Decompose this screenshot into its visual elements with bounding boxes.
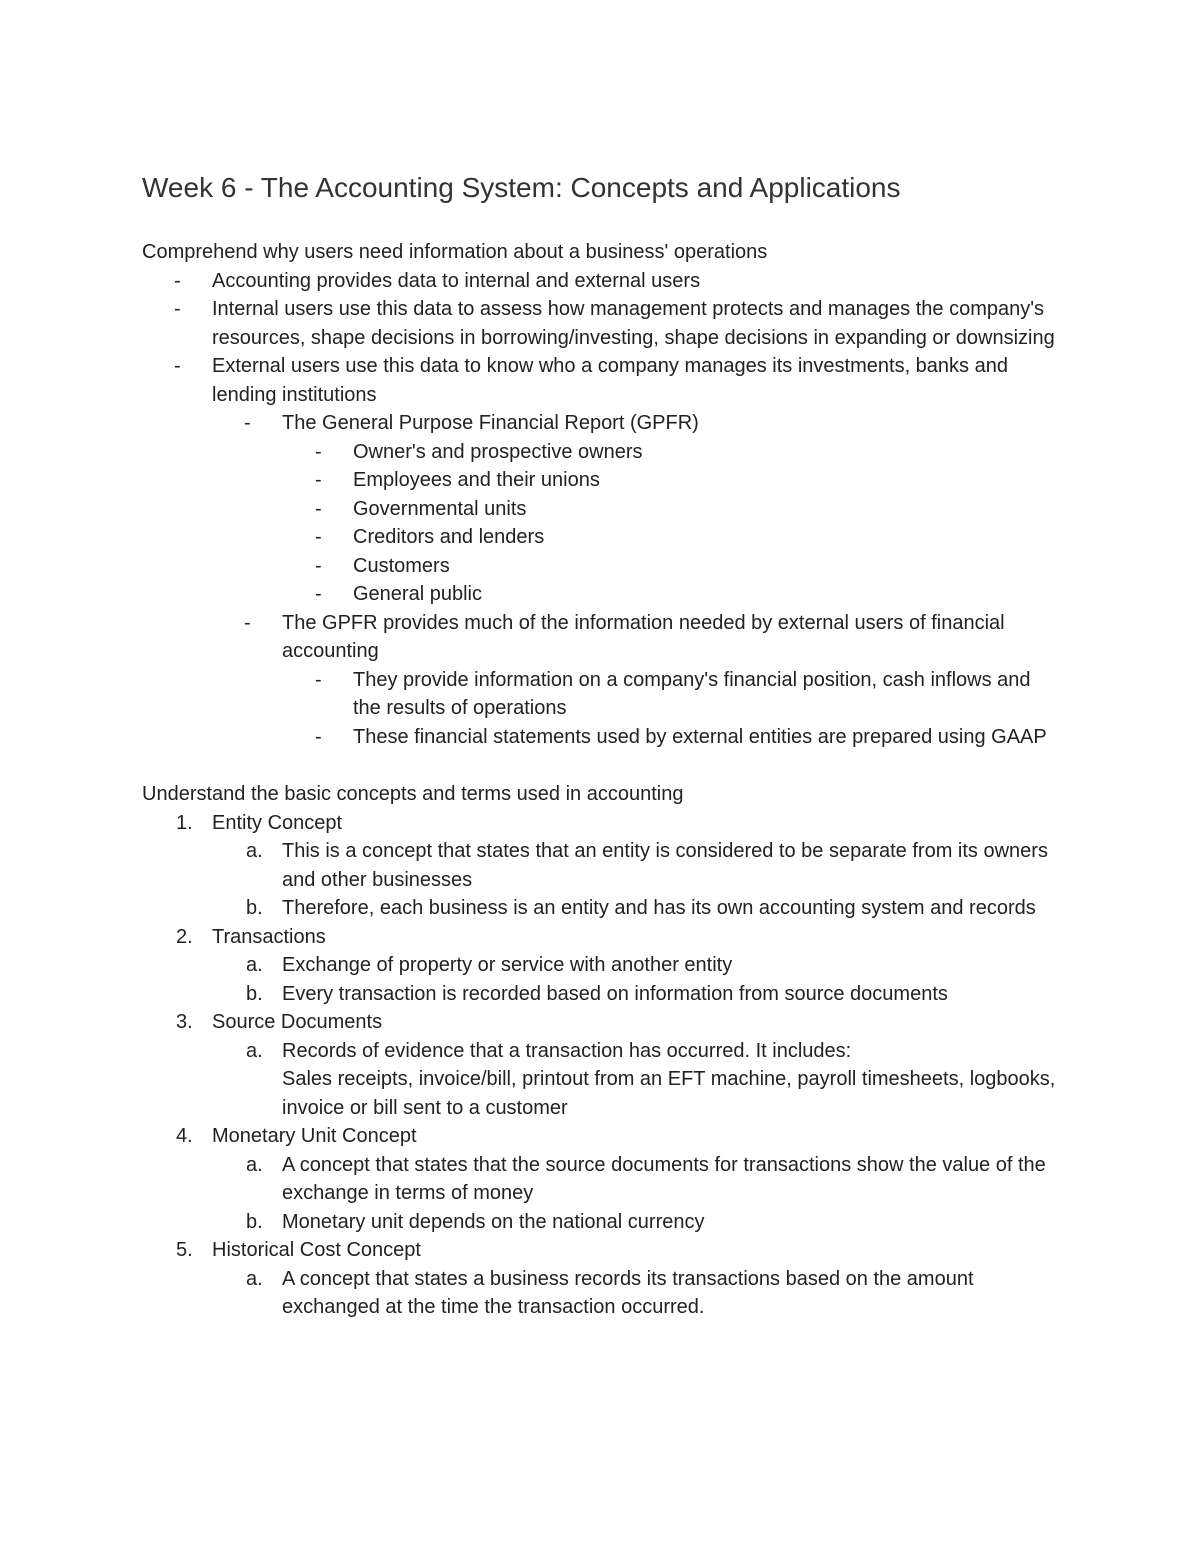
concept-name: Entity Concept [212, 811, 343, 834]
dash-marker: - [315, 526, 322, 548]
dash-marker: - [315, 554, 322, 577]
list-item [142, 267, 1062, 296]
list-item-gpfr-info [142, 609, 1062, 666]
dash-marker: - [244, 611, 251, 634]
list-item [142, 666, 1062, 723]
concept-item [142, 1122, 1062, 1151]
list-item [142, 552, 1062, 581]
concept-point-text: This is a concept that states that an entity is considered to be separate from its owners and other businesses [282, 840, 1048, 891]
concept-point [142, 951, 1062, 980]
number-marker: 2. [176, 925, 193, 948]
list-item-text: They provide information on a company's financial position, cash inflows and the results of operations [353, 668, 1031, 719]
concept-item [142, 923, 1062, 952]
document-page [142, 168, 1062, 1322]
dash-marker: - [315, 497, 322, 520]
concept-point [142, 1151, 1062, 1208]
number-marker: 5. [176, 1239, 193, 1261]
concept-point [142, 980, 1062, 1009]
list-item-text: The GPFR provides much of the information needed by external users of financial accounting [282, 611, 1005, 662]
concept-point-text: Records of evidence that a transaction has occurred. It includes: [282, 1039, 852, 1062]
list-item [142, 495, 1062, 524]
letter-marker: a. [246, 1267, 263, 1290]
concept-point-text: Every transaction is recorded based on information from source documents [282, 982, 948, 1005]
letter-marker: a. [246, 1039, 263, 1062]
dash-marker: - [315, 725, 322, 748]
concept-point [142, 1208, 1062, 1237]
dash-marker: - [244, 412, 251, 434]
concept-name: Source Documents [212, 1011, 383, 1033]
number-marker: 3. [176, 1011, 193, 1033]
letter-marker: a. [246, 840, 263, 862]
concept-point-text: Therefore, each business is an entity and has its own accounting system and records [282, 897, 1036, 919]
concept-item [142, 809, 1062, 838]
list-item-text: Creditors and lenders [353, 526, 545, 548]
list-item-text: Owner's and prospective owners [353, 440, 643, 463]
list-item [142, 438, 1062, 467]
list-item [142, 523, 1062, 552]
list-item [142, 580, 1062, 609]
dash-marker: - [315, 583, 322, 605]
concept-name: Transactions [212, 925, 326, 948]
list-item [142, 723, 1062, 752]
letter-marker: a. [246, 954, 263, 976]
list-item [142, 295, 1062, 352]
section-heading-users: Comprehend why users need information about a business' operations [142, 241, 768, 263]
concepts-list [142, 809, 1062, 1322]
concept-point-text: Exchange of property or service with another entity [282, 954, 733, 976]
dash-marker: - [315, 668, 322, 691]
concept-name: Historical Cost Concept [212, 1239, 421, 1261]
list-item-text: The General Purpose Financial Report (GPFR) [282, 412, 699, 434]
list-item-text: Accounting provides data to internal and external users [212, 269, 701, 292]
concept-point [142, 894, 1062, 923]
concept-name: Monetary Unit Concept [212, 1125, 417, 1147]
list-item-text: Employees and their unions [353, 469, 600, 491]
list-item-text: General public [353, 583, 482, 605]
section-heading-concepts: Understand the basic concepts and terms used in accounting [142, 783, 684, 805]
concept-item [142, 1008, 1062, 1037]
concept-point [142, 1265, 1062, 1322]
concept-point-text: A concept that states a business records its transactions based on the amount exchanged at the time the transaction occurred. [282, 1267, 974, 1318]
concept-item [142, 1236, 1062, 1265]
list-item [142, 466, 1062, 495]
letter-marker: a. [246, 1153, 263, 1176]
dash-marker: - [315, 469, 322, 491]
document-title: Week 6 - The Accounting System: Concepts and Applications [142, 172, 901, 203]
concept-point-text: Monetary unit depends on the national currency [282, 1210, 705, 1233]
section-spacer [142, 751, 1062, 780]
number-marker: 1. [176, 811, 193, 834]
dash-marker: - [174, 269, 181, 292]
users-list [142, 267, 1062, 752]
list-item-text: Customers [353, 554, 450, 577]
list-item-text: These financial statements used by external entities are prepared using GAAP [353, 725, 1047, 748]
list-item [142, 352, 1062, 409]
concept-point [142, 1037, 1062, 1123]
list-item-text: External users use this data to know who a company manages its investments, banks and lending institutions [212, 355, 1008, 406]
list-item-text: Internal users use this data to assess how management protects and manages the company's resources, shape decisions in borrowing/investing, shape decisions in expanding or downsizing [212, 298, 1055, 349]
letter-marker: b. [246, 897, 263, 919]
concept-point-extra: Sales receipts, invoice/bill, printout from an EFT machine, payroll timesheets, logbooks, invoice or bill sent to a customer [282, 1068, 1056, 1119]
list-item-gpfr [142, 409, 1062, 438]
letter-marker: b. [246, 1210, 263, 1233]
letter-marker: b. [246, 982, 263, 1005]
list-item-text: Governmental units [353, 497, 527, 520]
concept-point [142, 837, 1062, 894]
number-marker: 4. [176, 1125, 193, 1147]
dash-marker: - [174, 355, 181, 377]
dash-marker: - [315, 440, 322, 463]
concept-point-text: A concept that states that the source documents for transactions show the value of the exchange in terms of money [282, 1153, 1046, 1204]
dash-marker: - [174, 298, 181, 320]
